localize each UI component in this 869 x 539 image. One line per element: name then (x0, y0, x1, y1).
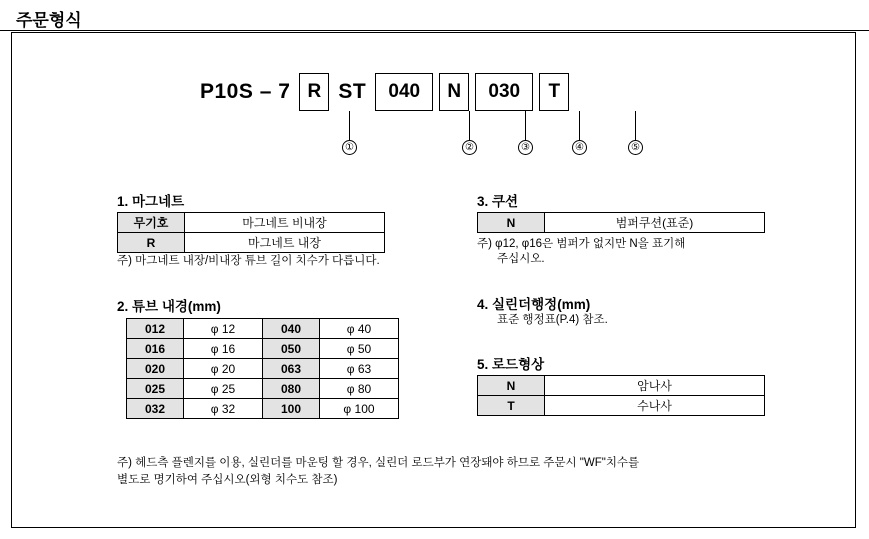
magnet-desc-1: 마그네트 내장 (185, 233, 385, 253)
bore-size-l-2: φ 20 (184, 359, 263, 379)
rod-table (477, 375, 765, 416)
marker-1: ① (342, 140, 357, 155)
bore-code-l-1: 016 (127, 339, 184, 359)
footnote-line1: 주) 헤드측 플렌지를 이용, 실린더를 마운팅 할 경우, 실린더 로드부가 연장돼야 하므로 주문시 "WF"치수를 (117, 457, 640, 469)
page-title: 주문형식 (16, 11, 82, 30)
section-heading-rod: 5. 로드형상 (477, 357, 545, 372)
bore-code-r-0: 040 (263, 319, 320, 339)
cushion-note-line1: 주) φ12, φ16은 범퍼가 없지만 N을 표기해 (477, 238, 686, 250)
cushion-table (477, 212, 765, 233)
bore-size-r-3: φ 80 (320, 379, 399, 399)
leader-line-1 (349, 111, 350, 140)
magnet-code-1: R (118, 233, 185, 253)
magnet-table (117, 212, 385, 253)
section-heading-cushion: 3. 쿠션 (477, 194, 519, 209)
bore-code-r-4: 100 (263, 399, 320, 419)
bore-code-r-3: 080 (263, 379, 320, 399)
model-code-series: ST (338, 80, 367, 103)
table-row (118, 233, 385, 253)
table-row (478, 396, 765, 416)
table-row (478, 213, 765, 233)
marker-4: ④ (572, 140, 587, 155)
stroke-note: 표준 행정표(P.4) 참조. (497, 314, 608, 326)
bore-size-l-4: φ 32 (184, 399, 263, 419)
title-divider (0, 30, 869, 31)
section-heading-bore: 2. 튜브 내경(mm) (117, 299, 221, 314)
bore-size-r-4: φ 100 (320, 399, 399, 419)
table-row (127, 359, 399, 379)
bore-code-r-1: 050 (263, 339, 320, 359)
rod-desc-1: 수나사 (545, 396, 765, 416)
model-code-box-rod: T (539, 73, 569, 111)
footnote-line2: 별도로 명기하여 주십시오(외형 치수도 참조) (117, 474, 338, 486)
model-code-box-bore: 040 (375, 73, 433, 111)
bore-code-r-2: 063 (263, 359, 320, 379)
section-heading-stroke: 4. 실린더행정(mm) (477, 297, 591, 312)
bore-code-l-2: 020 (127, 359, 184, 379)
section-heading-magnet: 1. 마그네트 (117, 194, 185, 209)
table-row (127, 399, 399, 419)
bore-size-r-2: φ 63 (320, 359, 399, 379)
bore-code-l-3: 025 (127, 379, 184, 399)
model-code-box-magnet: R (299, 73, 329, 111)
model-code-box-stroke: 030 (475, 73, 533, 111)
rod-code-0: N (478, 376, 545, 396)
bore-code-l-0: 012 (127, 319, 184, 339)
magnet-desc-0: 마그네트 비내장 (185, 213, 385, 233)
table-row (118, 213, 385, 233)
table-row (127, 379, 399, 399)
leader-line-2 (469, 111, 470, 140)
cushion-code-0: N (478, 213, 545, 233)
bore-size-r-1: φ 50 (320, 339, 399, 359)
magnet-code-0: 무기호 (118, 213, 185, 233)
table-row (127, 319, 399, 339)
table-row (127, 339, 399, 359)
bore-size-r-0: φ 40 (320, 319, 399, 339)
cushion-desc-0: 범퍼쿠션(표준) (545, 213, 765, 233)
rod-desc-0: 암나사 (545, 376, 765, 396)
leader-line-3 (525, 111, 526, 140)
model-code-row (200, 72, 569, 112)
model-code-box-cushion: N (439, 73, 469, 111)
bore-table (126, 318, 399, 419)
leader-line-4 (579, 111, 580, 140)
table-row (478, 376, 765, 396)
magnet-note: 주) 마그네트 내장/비내장 튜브 길이 치수가 다릅니다. (117, 255, 380, 267)
rod-code-1: T (478, 396, 545, 416)
bore-size-l-0: φ 12 (184, 319, 263, 339)
marker-5: ⑤ (628, 140, 643, 155)
bore-size-l-3: φ 25 (184, 379, 263, 399)
cushion-note-line2: 주십시오. (497, 253, 545, 265)
marker-2: ② (462, 140, 477, 155)
model-code-prefix: P10S – 7 (200, 80, 291, 103)
bore-size-l-1: φ 16 (184, 339, 263, 359)
leader-line-5 (635, 111, 636, 140)
marker-3: ③ (518, 140, 533, 155)
bore-code-l-4: 032 (127, 399, 184, 419)
